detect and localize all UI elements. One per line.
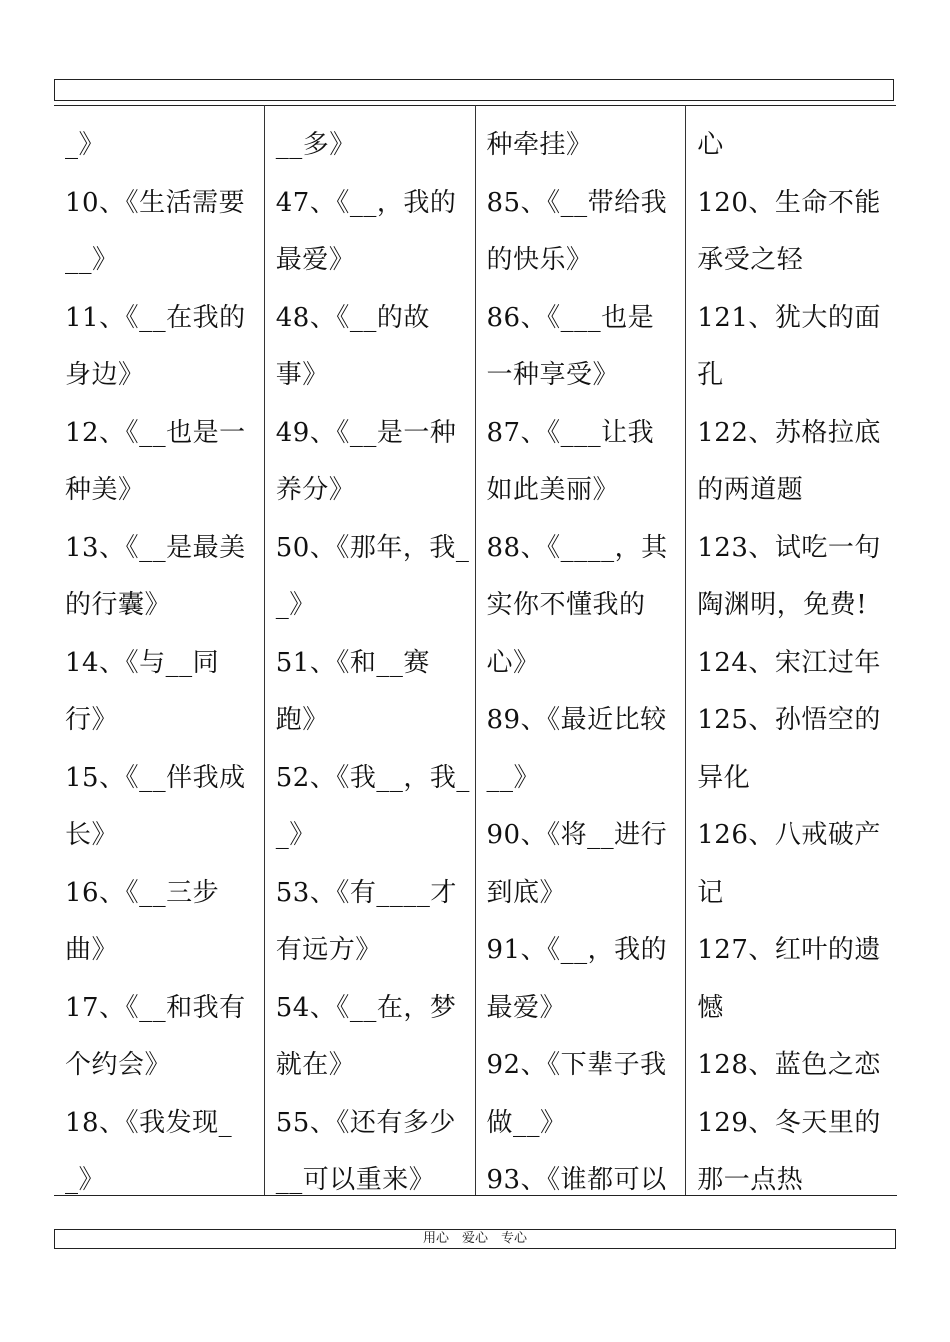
table-line: 11、《__在我的 <box>65 302 246 333</box>
table-line: 120、生命不能 <box>697 187 881 218</box>
topic-table <box>54 105 897 1196</box>
table-line: 123、试吃一句 <box>697 532 881 563</box>
table-line: 92、《下辈子我 <box>486 1050 667 1080</box>
table-line: 养分》 <box>275 475 356 505</box>
table-line: _》 <box>65 130 106 160</box>
table-line: 心 <box>697 130 724 160</box>
table-line: 的两道题 <box>697 475 804 505</box>
table-line: 127、红叶的遗 <box>697 935 881 965</box>
table-line: 125、孙悟空的 <box>697 705 881 735</box>
table-line: 18、《我发现_ <box>65 1107 233 1138</box>
table-line: 一种享受》 <box>486 360 620 390</box>
table-line: 身边》 <box>65 360 145 390</box>
table-line: 最爱》 <box>275 245 356 275</box>
table-line: __多》 <box>275 130 356 160</box>
table-line: 异化 <box>697 762 751 793</box>
page-header-box <box>54 79 894 101</box>
table-line: 85、《__带给我 <box>486 187 668 218</box>
table-line: 做__》 <box>486 1107 567 1138</box>
table-line: 124、宋江过年 <box>697 647 881 678</box>
table-line: 90、《将__进行 <box>486 820 668 850</box>
table-line: 13、《__是最美 <box>65 532 246 563</box>
table-line: 128、蓝色之恋 <box>697 1050 881 1080</box>
table-line: 53、《有____才 <box>275 877 457 908</box>
table-line: _》 <box>275 820 316 850</box>
table-line: 14、《与__同 <box>65 647 220 678</box>
table-line: 的行囊》 <box>65 590 172 620</box>
table-line: __》 <box>486 762 541 793</box>
table-line: 实你不懂我的 <box>486 590 646 620</box>
table-line: 个约会》 <box>65 1050 172 1080</box>
footer-text: 用心 爱心 专心 <box>422 1231 527 1246</box>
table-line: 16、《__三步 <box>65 877 220 908</box>
table-line: 126、八戒破产 <box>697 820 881 850</box>
table-line: 10、《生活需要 <box>65 187 246 218</box>
table-column-4 <box>686 105 897 1195</box>
table-line: 曲》 <box>65 935 119 965</box>
table-line: 的快乐》 <box>486 245 593 275</box>
table-line: 54、《__在，梦 <box>275 992 457 1023</box>
table-line: 陶渊明，免费! <box>697 590 868 620</box>
table-line: 12、《__也是一 <box>65 417 246 448</box>
table-line: 49、《__是一种 <box>275 417 457 448</box>
table-line: _》 <box>275 590 316 620</box>
table-line: 89、《最近比较 <box>486 705 667 735</box>
page-footer <box>54 1229 896 1249</box>
table-line: 48、《__的故 <box>275 302 430 333</box>
table-line: 有远方》 <box>275 935 382 965</box>
table-line: 88、《____，其 <box>486 532 668 563</box>
table-line: 记 <box>697 877 724 908</box>
table-line: 憾 <box>697 992 724 1023</box>
table-line: 17、《__和我有 <box>65 992 246 1023</box>
table-line: 跑》 <box>275 705 329 735</box>
table-line: 55、《还有多少 <box>275 1107 456 1138</box>
table-line: 事》 <box>275 360 329 390</box>
table-line: 86、《___也是 <box>486 302 655 333</box>
table-line: 行》 <box>65 705 119 735</box>
table-line: 心》 <box>486 647 540 678</box>
table-column-1 <box>54 105 265 1195</box>
table-line: 91、《__，我的 <box>486 935 668 965</box>
table-line: 47、《__，我的 <box>275 187 457 218</box>
table-line: 孔 <box>697 360 724 390</box>
table-line: 最爱》 <box>486 992 567 1023</box>
table-line: 50、《那年，我_ <box>275 532 470 563</box>
table-column-2 <box>265 105 476 1195</box>
table-line: __》 <box>65 245 119 275</box>
table-line: 到底》 <box>486 877 567 908</box>
table-line: 就在》 <box>275 1050 356 1080</box>
table-line: 121、犹大的面 <box>697 302 881 333</box>
table-line: 52、《我__，我_ <box>275 762 470 793</box>
table-line: 种美》 <box>65 475 145 505</box>
table-line: 93、《谁都可以 <box>486 1165 667 1195</box>
table-line: 那一点热 <box>697 1165 804 1195</box>
table-line: 122、苏格拉底 <box>697 417 881 448</box>
table-line: 种牵挂》 <box>486 130 593 160</box>
table-line: 如此美丽》 <box>486 475 620 505</box>
table-line: 129、冬天里的 <box>697 1107 881 1138</box>
table-line: 长》 <box>65 820 119 850</box>
table-column-3 <box>476 105 687 1195</box>
table-line: 15、《__伴我成 <box>65 762 246 793</box>
table-line: 承受之轻 <box>697 245 804 275</box>
table-line: __可以重来》 <box>275 1165 436 1195</box>
table-line: _》 <box>65 1165 106 1195</box>
table-line: 51、《和__赛 <box>275 647 430 678</box>
table-line: 87、《___让我 <box>486 417 655 448</box>
